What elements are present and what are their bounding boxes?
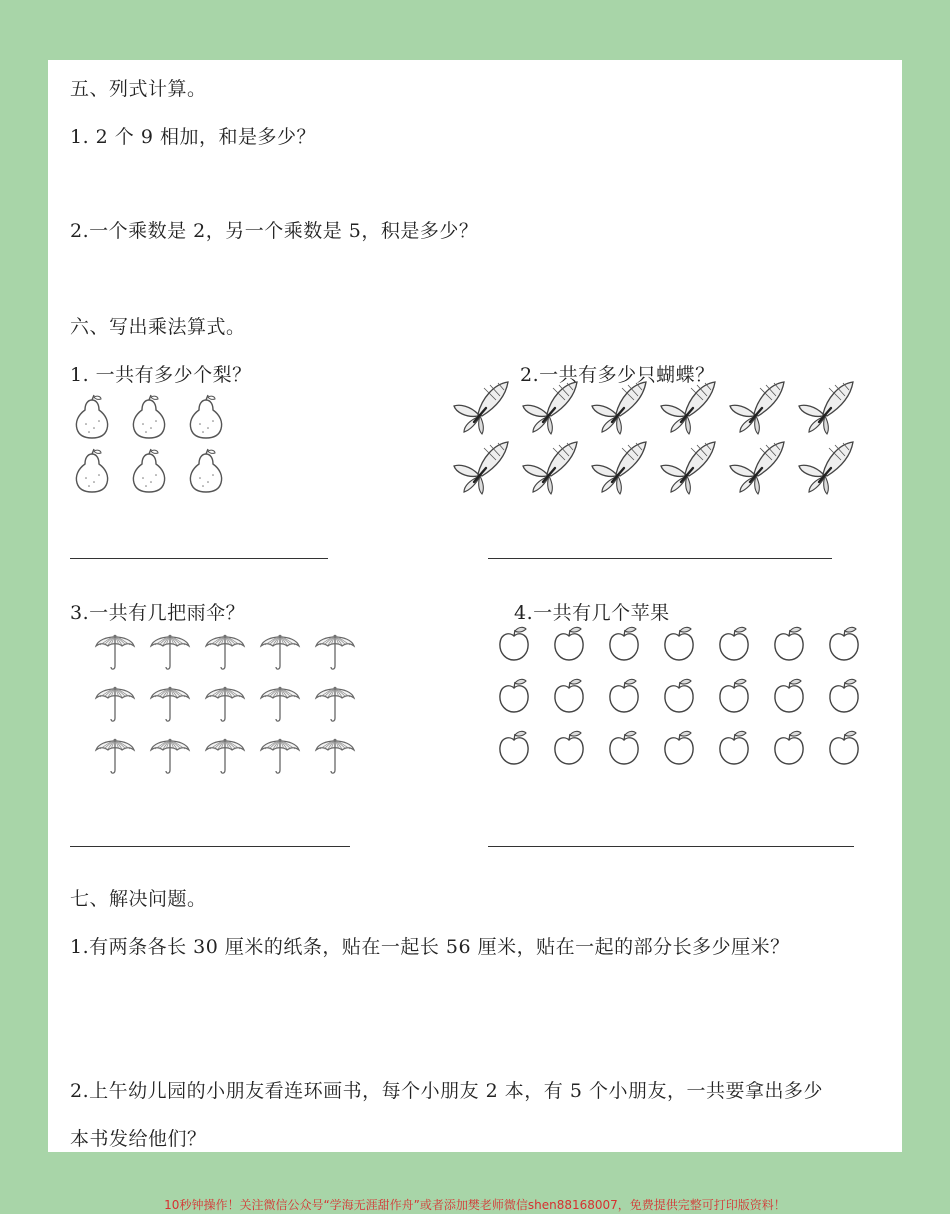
butterflies-group [452, 380, 866, 496]
worksheet-page [48, 60, 902, 1152]
umbrella-icon [149, 682, 191, 726]
apple-icon [606, 624, 642, 664]
pears-group [72, 394, 243, 494]
section-7-heading: 七、解决问题。 [70, 888, 207, 910]
promo-footer: 10秒钟操作！关注微信公众号“学海无涯甜作舟”或者添加樊老师微信shen88168007，免费提供完整可打印版资料！ [164, 1198, 786, 1212]
umbrellas-group [94, 630, 369, 778]
umbrella-icon [259, 734, 301, 778]
umbrella-icon [204, 734, 246, 778]
umbrella-icon [94, 734, 136, 778]
umbrella-icon [94, 630, 136, 674]
apple-icon [496, 728, 532, 768]
apple-icon [661, 728, 697, 768]
pear-icon [72, 448, 112, 494]
butterfly-icon [590, 380, 648, 436]
umbrella-icon [314, 630, 356, 674]
umbrella-icon [94, 682, 136, 726]
answer-line-2[interactable] [488, 558, 832, 559]
section-5-heading: 五、列式计算。 [70, 78, 207, 100]
butterfly-icon [728, 440, 786, 496]
butterfly-icon [659, 440, 717, 496]
apple-icon [606, 676, 642, 716]
apple-icon [551, 676, 587, 716]
apple-icon [661, 676, 697, 716]
section-6-question-2: 2.一共有多少只蝴蝶？ [520, 364, 715, 386]
section-5-question-2: 2.一个乘数是 2，另一个乘数是 5，积是多少？ [70, 220, 479, 242]
pear-icon [186, 394, 226, 440]
apple-icon [551, 624, 587, 664]
umbrella-icon [149, 630, 191, 674]
umbrella-icon [204, 630, 246, 674]
apple-icon [606, 728, 642, 768]
answer-line-1[interactable] [70, 558, 328, 559]
umbrella-icon [259, 682, 301, 726]
umbrella-icon [149, 734, 191, 778]
apple-icon [661, 624, 697, 664]
section-7-question-1: 1.有两条各长 30 厘米的纸条，贴在一起长 56 厘米，贴在一起的部分长多少厘米？ [70, 936, 790, 958]
umbrella-icon [259, 630, 301, 674]
apple-icon [771, 728, 807, 768]
pear-icon [72, 394, 112, 440]
pear-icon [129, 448, 169, 494]
butterfly-icon [521, 440, 579, 496]
section-6-question-1: 1. 一共有多少个梨？ [70, 364, 252, 386]
answer-line-4[interactable] [488, 846, 854, 847]
butterfly-icon [452, 440, 510, 496]
pear-icon [186, 448, 226, 494]
apple-icon [716, 728, 752, 768]
section-6-question-4: 4.一共有几个苹果 [514, 602, 670, 624]
apple-icon [826, 728, 862, 768]
apple-icon [496, 624, 532, 664]
butterfly-icon [452, 380, 510, 436]
apple-icon [771, 624, 807, 664]
butterfly-icon [797, 440, 855, 496]
apple-icon [496, 676, 532, 716]
section-7-question-2-line-2: 本书发给他们？ [70, 1128, 207, 1150]
apple-icon [826, 676, 862, 716]
butterfly-icon [797, 380, 855, 436]
section-7-question-2-line-1: 2.上午幼儿园的小朋友看连环画书，每个小朋友 2 本，有 5 个小朋友，一共要拿出多少 [70, 1080, 823, 1102]
umbrella-icon [314, 682, 356, 726]
apple-icon [826, 624, 862, 664]
umbrella-icon [314, 734, 356, 778]
butterfly-icon [590, 440, 648, 496]
pear-icon [129, 394, 169, 440]
section-6-heading: 六、写出乘法算式。 [70, 316, 246, 338]
section-5-question-1: 1. 2 个 9 相加，和是多少？ [70, 126, 316, 148]
section-6-question-3: 3.一共有几把雨伞？ [70, 602, 246, 624]
apple-icon [716, 676, 752, 716]
apple-icon [551, 728, 587, 768]
umbrella-icon [204, 682, 246, 726]
apple-icon [716, 624, 752, 664]
butterfly-icon [521, 380, 579, 436]
apples-group [496, 624, 881, 768]
butterfly-icon [659, 380, 717, 436]
butterfly-icon [728, 380, 786, 436]
apple-icon [771, 676, 807, 716]
answer-line-3[interactable] [70, 846, 350, 847]
